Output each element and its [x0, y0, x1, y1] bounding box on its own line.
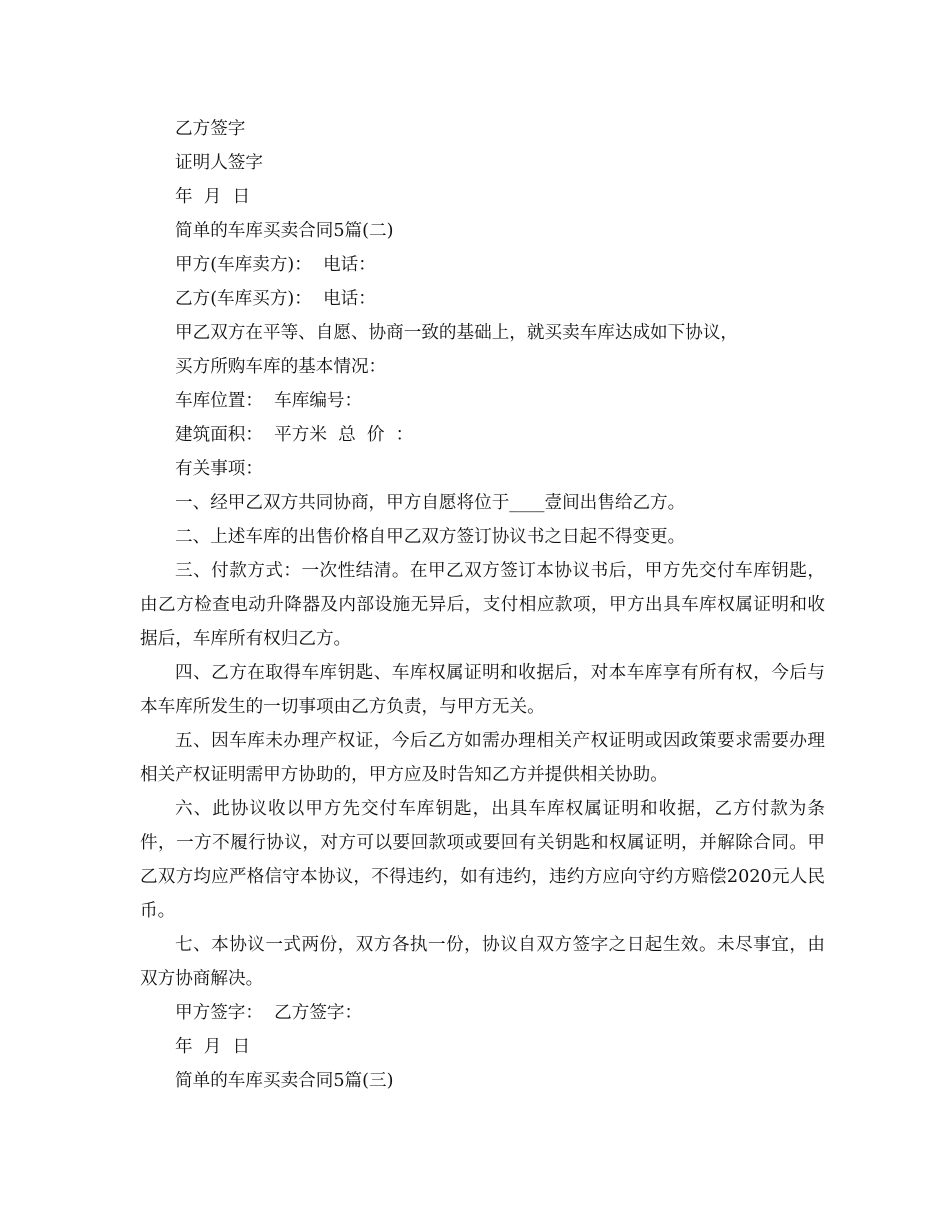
building-area-line: 建筑面积： 平方米 总 价 ：: [175, 425, 414, 445]
intro-line: 甲乙双方在平等、自愿、协商一致的基础上，就买卖车库达成如下协议，: [175, 323, 739, 343]
party-a-info: 甲方(车库卖方)： 电话：: [175, 255, 376, 275]
signatures-line: 甲方签字： 乙方签字：: [175, 1003, 363, 1023]
clause-7: 七、本协议一式两份，双方各执一份，协议自双方签字之日起生效。未尽事宜，由双方协商解决。: [140, 935, 825, 989]
clause-6: 六、此协议收以甲方先交付车库钥匙，出具车库权属证明和收据，乙方付款为条件，一方不履行协议，对方可以要回款项或要回有关钥匙和权属证明，并解除合同。甲乙双方均应严格信守本协议，不得违约，如有违约，违约方应向守约方赔偿2020元人民币。: [140, 799, 825, 921]
clause-3: 三、付款方式：一次性结清。在甲乙双方签订本协议书后，甲方先交付车库钥匙，由乙方检查电动升降器及内部设施无异后，支付相应款项，甲方出具车库权属证明和收据后，车库所有权归乙方。: [140, 561, 825, 649]
party-b-signature-label: 乙方签字: [175, 119, 246, 139]
clause-2: 二、上述车库的出售价格自甲乙双方签订协议书之日起不得变更。: [175, 527, 686, 547]
clause-4: 四、乙方在取得车库钥匙、车库权属证明和收据后，对本车库享有所有权，今后与本车库所发生的一切事项由乙方负责，与甲方无关。: [140, 663, 825, 717]
related-matters-heading: 有关事项：: [175, 459, 263, 479]
garage-location-line: 车库位置： 车库编号：: [175, 391, 363, 411]
closing-date-line: 年 月 日: [175, 1037, 251, 1057]
section-heading-3: 简单的车库买卖合同5篇(三): [175, 1071, 394, 1091]
date-line: 年 月 日: [175, 187, 251, 207]
clause-5: 五、因车库未办理产权证，今后乙方如需办理相关产权证明或因政策要求需要办理相关产权证明需甲方协助的，甲方应及时告知乙方并提供相关协助。: [140, 731, 825, 785]
party-b-info: 乙方(车库买方)： 电话：: [175, 289, 376, 309]
section-heading-2: 简单的车库买卖合同5篇(二): [175, 221, 394, 241]
clause-1: 一、经甲乙双方共同协商，甲方自愿将位于____壹间出售给乙方。: [175, 493, 686, 513]
document-body: [140, 112, 825, 1098]
witness-signature-label: 证明人签字: [175, 153, 263, 173]
basic-info-heading: 买方所购车库的基本情况：: [175, 357, 387, 377]
